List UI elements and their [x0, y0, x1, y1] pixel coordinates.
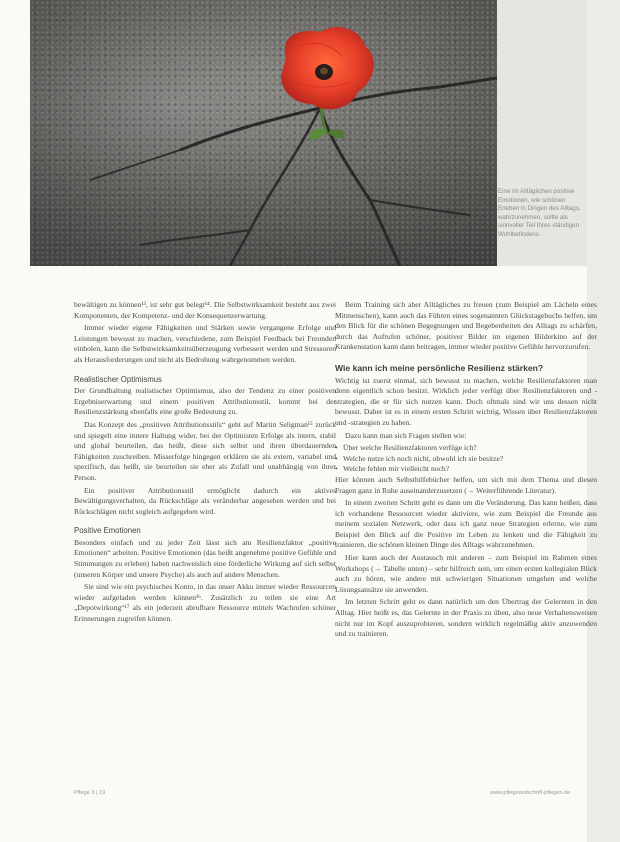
paragraph: Sie sind wie ein psychisches Konto, in das unser Akku immer wieder Ressourcen wieder aufgeladen werden können¹⁶. Zusätzlich zu teilen sie eine Art „Depotwirkung“¹⁷ als ein jederzeit abrufbare Ressource mittels Wachrufen schöner Erinnerungen zugreifen können.	[74, 582, 336, 624]
paragraph: Das Konzept des „positiven Attributionsstils“ geht auf Martin Seligman¹⁵ zurück und spiegelt eine innere Haltung wider, bei der Optimisten Erfolge als intern, stabil und global beurteilen, das heißt, diese sich selbst und ihren überdauernden Fähigkeiten zuschreiben. Misserfolge hingegen erklären sie als extern, variabel und spezifisch, das heißt, sie beurteilen sie eher als Zufall und unabhängig von ihrer Person.	[74, 419, 336, 482]
paragraph: Im letzten Schritt geht es dann natürlich um den Übertrag der Gelernten in den Alltag. Hier heißt es, das Gelernte in der Praxis zu üben, also neue Verhaltensweisen nicht nur im Kopf auszuprobieren, sondern wirklich regelmäßig aktiv anzuwenden und zu trainieren.	[335, 597, 597, 639]
paragraph: Wichtig ist zuerst einmal, sich bewusst zu machen, welche Resilienzfaktoren man denn eigentlich schon besitzt. Wirklich jeder verfügt über Resilienzfaktoren und -strategien, die er für sich nutzen kann. Doch oftmals sind wir uns dessen nicht bewusst. Daher ist es in einem ersten Schritt wichtig, Wissen über Resilienzfaktoren und -strategien zu haben.	[335, 375, 597, 427]
subheading-optimism: Realistischer Optimismus	[74, 374, 162, 384]
question-list	[335, 443, 597, 475]
list-item: • Welche fehlen mir vielleicht noch?	[335, 464, 597, 475]
right-column	[335, 300, 597, 642]
paragraph: Hier kann auch der Austausch mit anderen – zum Beispiel im Rahmen eines Workshops (→ Tabelle unten) – sehr hilfreich sein, um einen ersten kollegialen Blick auch zu hören, wie andere mit schwierigen Situationen umgehen und welche Lösungsansätze sie anwenden.	[335, 553, 597, 594]
paragraph: Besonders einfach und zu jeder Zeit lässt sich am Resilienzfaktor „positive Emotionen“ arbeiten. Positive Emotionen (das heißt angenehme positive Gefühle und Stimmungen zu erleben) haben nachweislich eine förderliche Wirkung auf sich selbst (unseren Körper und unsere Psyche) als auch auf andere Menschen.	[74, 537, 336, 579]
list-item: • Welche nutze ich noch nicht, obwohl ich sie besitze?	[335, 454, 597, 465]
subheading-emotions: Positive Emotionen	[74, 526, 141, 536]
paragraph: In einem zweiten Schritt geht es dann um die Veränderung. Das kann heißen, dass ich vorhandene Ressourcen wieder aktiviere, wie zum Beispiel die Freunde aus meinem sozialen Netzwerk, oder dass ich ganz neue Strategien erlerne, wie zum Beispiel den Blick auf die Positive im Leben zu lenken und die Fähigkeit zu trainieren, die schönen kleinen Dinge des Alltags wahrzunehmen.	[335, 498, 597, 550]
poppy-photo	[30, 0, 497, 266]
paragraph: bewältigen zu können¹³, ist sehr gut belegt¹⁴. Die Selbstwirksamkeit besteht aus zwei Komponenten, der Kompetenz- und der Konsequenzerwartung.	[74, 300, 336, 320]
paragraph: Beim Training sich aber Alltägliches zu freuen (zum Beispiel am Lächeln eines Mitmenschen), kann auch das Führen eines sogenannten Glückstagebuchs helfen, um den Blick für die schönen Begegnungen und Begebenheiten des Alltags zu schärfen, durch das Aufrufen schöner, positiver Bilder im eigenen Bilderkino auf der Krankenstation kann dann beitragen, immer wieder positive Gefühle hervorzurufen.	[335, 300, 597, 352]
list-item: • Über welche Resilienzfaktoren verfüge ich?	[335, 443, 597, 454]
section-heading: Wie kann ich meine persönliche Resilienz stärken?	[335, 362, 544, 373]
photo-caption: Eine im Alltäglichen positive Emotionen, wie schönen Erleben in Dingen des Alltags, wahrzunehmen, sollte als sinnvoller Teil Ihres ständigen Wohlbefindens.	[498, 188, 581, 238]
poppy-illustration	[30, 0, 497, 266]
paragraph: Ein positiver Attributionsstil ermöglicht dadurch ein aktives Bewältigungsverhalten, da Rückschläge als veränderbar angesehen werden und bei Rückschlägen nicht sogleich aufgegeben wird.	[74, 485, 336, 516]
footer-url: www.pflegezeitschrift-pflegen.de	[490, 790, 571, 796]
left-column	[74, 300, 336, 627]
paragraph: Hier können auch Selbsthilfebücher helfen, um sich mit dem Thema und diesen Fragen ganz in Ruhe auseinanderzusetzen (→ Weiterführende Literatur).	[335, 474, 597, 495]
footer-page-number: Pflege 3 | 19	[74, 790, 106, 796]
paragraph: Immer wieder eigene Fähigkeiten und Stärken sowie vergangene Erfolge und Leistungen bewusst zu machen, verschiedene, zum Beispiel Feedback bei Freunden einholen, kann die Selbstwirksamkeitsüberzeugung verbessert werden und Stressoren als Herausforderungen und nicht als Bedrohung wahrgenommen werden.	[74, 323, 336, 364]
paragraph: Der Grundhaltung realistischer Optimismus, also der Tendenz zu einer positiven Ergebniserwartung und einem positiven Attributionsstil, kommt bei der Resilienzstärkung ebenfalls eine große Bedeutung zu.	[74, 386, 336, 417]
paragraph: Dazu kann man sich Fragen stellen wie:	[345, 430, 467, 440]
